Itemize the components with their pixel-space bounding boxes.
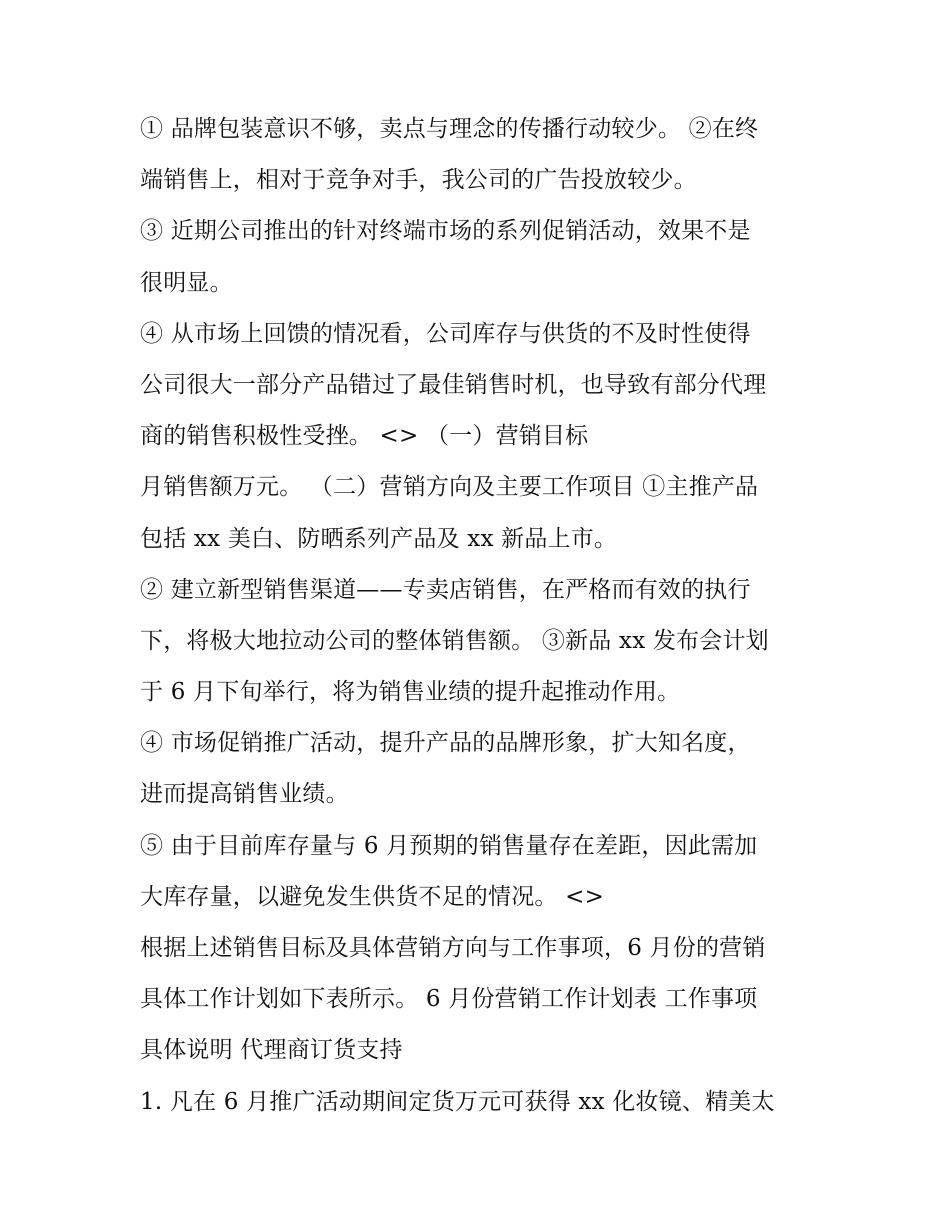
text-line: ③ 近期公司推出的针对终端市场的系列促销活动，效果不是	[140, 218, 751, 245]
text-line: 具体工作计划如下表所示。 6 月份营销工作计划表 工作事项	[140, 986, 758, 1013]
text-line: ④ 市场促销推广活动，提升产品的品牌形象，扩大知名度，	[140, 730, 751, 757]
text-line: 根据上述销售目标及具体营销方向与工作事项，6 月份的营销	[140, 935, 766, 961]
text-line: 包括 xx 美白、防晒系列产品及 xx 新品上市。	[140, 525, 618, 552]
text-line: 商的销售积极性受挫。 <> （一）营销目标	[140, 423, 589, 450]
text-line: 公司很大一部分产品错过了最佳销售时机，也导致有部分代理	[140, 371, 767, 398]
text-line: 下，将极大地拉动公司的整体销售额。 ③新品 xx 发布会计划	[140, 627, 769, 654]
text-line: 大库存量，以避免发生供货不足的情况。 <>	[140, 883, 605, 910]
text-line: 很明显。	[140, 269, 233, 296]
text-line: 具体说明 代理商订货支持	[140, 1037, 403, 1064]
text-line: 端销售上，相对于竞争对手，我公司的广告投放较少。	[140, 167, 697, 194]
text-line: ② 建立新型销售渠道——专卖店销售，在严格而有效的执行	[140, 576, 751, 603]
text-line: 于 6 月下旬举行，将为销售业绩的提升起推动作用。	[140, 679, 681, 706]
document-body	[140, 104, 830, 1128]
text-line: ④ 从市场上回馈的情况看，公司库存与供货的不及时性使得	[140, 320, 751, 347]
text-line: ⑤ 由于目前库存量与 6 月预期的销售量存在差距，因此需加	[140, 832, 758, 859]
text-line: 进而提高销售业绩。	[140, 781, 349, 808]
text-line: ① 品牌包装意识不够，卖点与理念的传播行动较少。 ②在终	[140, 116, 759, 142]
text-line: 月销售额万元。 （二）营销方向及主要工作项目 ①主推产品	[140, 474, 759, 501]
numbered-list-item: 1. 凡在 6 月推广活动期间定货万元可获得 xx 化妆镜、精美太	[140, 1088, 775, 1115]
